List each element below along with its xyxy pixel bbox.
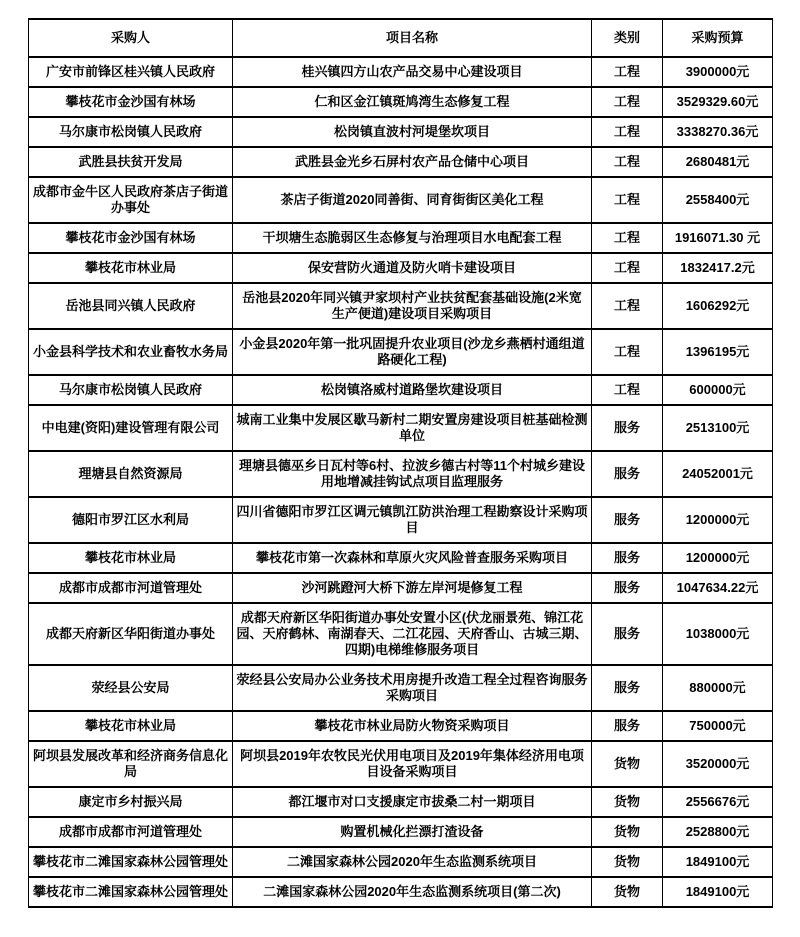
budget-cell: 1832417.2元 [663, 253, 773, 283]
header-purchaser: 采购人 [29, 19, 233, 57]
project-cell: 城南工业集中发展区歇马新村二期安置房建设项目桩基础检测单位 [233, 405, 592, 451]
table-row [29, 451, 773, 497]
table-row [29, 223, 773, 253]
table-row [29, 497, 773, 543]
category-cell: 工程 [592, 177, 663, 223]
purchaser-cell: 荥经县公安局 [29, 665, 233, 711]
budget-cell: 1849100元 [663, 847, 773, 877]
header-project: 项目名称 [233, 19, 592, 57]
project-cell: 岳池县2020年同兴镇尹家坝村产业扶贫配套基础设施(2米宽生产便道)建设项目采购项目 [233, 283, 592, 329]
project-cell: 桂兴镇四方山农产品交易中心建设项目 [233, 57, 592, 87]
budget-cell: 1038000元 [663, 603, 773, 665]
category-cell: 服务 [592, 573, 663, 603]
budget-cell: 1396195元 [663, 329, 773, 375]
project-cell: 小金县2020年第一批巩固提升农业项目(沙龙乡燕栖村通组道路硬化工程) [233, 329, 592, 375]
table-row [29, 787, 773, 817]
table-row [29, 711, 773, 741]
project-cell: 武胜县金光乡石屏村农产品仓储中心项目 [233, 147, 592, 177]
table-row [29, 665, 773, 711]
project-cell: 阿坝县2019年农牧民光伏用电项目及2019年集体经济用电项目设备采购项目 [233, 741, 592, 787]
category-cell: 服务 [592, 711, 663, 741]
project-cell: 干坝塘生态脆弱区生态修复与治理项目水电配套工程 [233, 223, 592, 253]
table-row [29, 329, 773, 375]
budget-cell: 3520000元 [663, 741, 773, 787]
category-cell: 工程 [592, 117, 663, 147]
category-cell: 服务 [592, 451, 663, 497]
table-row [29, 177, 773, 223]
purchaser-cell: 攀枝花市林业局 [29, 711, 233, 741]
budget-cell: 2558400元 [663, 177, 773, 223]
project-cell: 攀枝花市林业局防火物资采购项目 [233, 711, 592, 741]
purchaser-cell: 阿坝县发展改革和经济商务信息化局 [29, 741, 233, 787]
budget-cell: 24052001元 [663, 451, 773, 497]
purchaser-cell: 成都天府新区华阳街道办事处 [29, 603, 233, 665]
budget-cell: 3338270.36元 [663, 117, 773, 147]
purchaser-cell: 康定市乡村振兴局 [29, 787, 233, 817]
purchaser-cell: 马尔康市松岗镇人民政府 [29, 375, 233, 405]
category-cell: 工程 [592, 329, 663, 375]
purchaser-cell: 马尔康市松岗镇人民政府 [29, 117, 233, 147]
category-cell: 服务 [592, 603, 663, 665]
header-category: 类别 [592, 19, 663, 57]
project-cell: 都江堰市对口支援康定市拔桑二村一期项目 [233, 787, 592, 817]
table-header [29, 19, 773, 57]
purchaser-cell: 攀枝花市二滩国家森林公园管理处 [29, 877, 233, 907]
purchaser-cell: 攀枝花市金沙国有林场 [29, 87, 233, 117]
project-cell: 四川省德阳市罗江区调元镇凯江防洪治理工程勘察设计采购项目 [233, 497, 592, 543]
project-cell: 理塘县德巫乡日瓦村等6村、拉波乡德古村等11个村城乡建设用地增减挂钩试点项目监理服务 [233, 451, 592, 497]
table-row [29, 147, 773, 177]
category-cell: 工程 [592, 375, 663, 405]
table-body [29, 57, 773, 907]
purchaser-cell: 攀枝花市金沙国有林场 [29, 223, 233, 253]
project-cell: 茶店子街道2020同善街、同育街街区美化工程 [233, 177, 592, 223]
purchaser-cell: 理塘县自然资源局 [29, 451, 233, 497]
procurement-table [28, 18, 773, 908]
purchaser-cell: 小金县科学技术和农业畜牧水务局 [29, 329, 233, 375]
project-cell: 攀枝花市第一次森林和草原火灾风险普查服务采购项目 [233, 543, 592, 573]
project-cell: 二滩国家森林公园2020年生态监测系统项目(第二次) [233, 877, 592, 907]
table-row [29, 253, 773, 283]
category-cell: 工程 [592, 147, 663, 177]
project-cell: 松岗镇洛威村道路堡坎建设项目 [233, 375, 592, 405]
purchaser-cell: 成都市成都市河道管理处 [29, 817, 233, 847]
purchaser-cell: 成都市成都市河道管理处 [29, 573, 233, 603]
budget-cell: 2528800元 [663, 817, 773, 847]
budget-cell: 1916071.30 元 [663, 223, 773, 253]
category-cell: 工程 [592, 87, 663, 117]
budget-cell: 2680481元 [663, 147, 773, 177]
budget-cell: 2513100元 [663, 405, 773, 451]
category-cell: 货物 [592, 741, 663, 787]
project-cell: 松岗镇直波村河堤堡坎项目 [233, 117, 592, 147]
budget-cell: 3900000元 [663, 57, 773, 87]
header-row [29, 19, 773, 57]
table-row [29, 405, 773, 451]
purchaser-cell: 攀枝花市林业局 [29, 253, 233, 283]
budget-cell: 1200000元 [663, 497, 773, 543]
category-cell: 服务 [592, 497, 663, 543]
purchaser-cell: 武胜县扶贫开发局 [29, 147, 233, 177]
header-budget: 采购预算 [663, 19, 773, 57]
project-cell: 仁和区金江镇斑鸠湾生态修复工程 [233, 87, 592, 117]
purchaser-cell: 岳池县同兴镇人民政府 [29, 283, 233, 329]
budget-cell: 1849100元 [663, 877, 773, 907]
category-cell: 工程 [592, 283, 663, 329]
budget-cell: 880000元 [663, 665, 773, 711]
purchaser-cell: 成都市金牛区人民政府茶店子街道办事处 [29, 177, 233, 223]
table-row [29, 573, 773, 603]
table-row [29, 817, 773, 847]
budget-cell: 1200000元 [663, 543, 773, 573]
category-cell: 货物 [592, 847, 663, 877]
category-cell: 工程 [592, 253, 663, 283]
project-cell: 沙河跳蹬河大桥下游左岸河堤修复工程 [233, 573, 592, 603]
project-cell: 成都天府新区华阳街道办事处安置小区(伏龙丽景苑、锦江花园、天府鹤林、南湖春天、二江花园、天府香山、古城三期、四期)电梯维修服务项目 [233, 603, 592, 665]
project-cell: 荥经县公安局办公业务技术用房提升改造工程全过程咨询服务采购项目 [233, 665, 592, 711]
table-row [29, 543, 773, 573]
category-cell: 服务 [592, 543, 663, 573]
purchaser-cell: 广安市前锋区桂兴镇人民政府 [29, 57, 233, 87]
table-row [29, 741, 773, 787]
category-cell: 工程 [592, 223, 663, 253]
purchaser-cell: 中电建(资阳)建设管理有限公司 [29, 405, 233, 451]
category-cell: 工程 [592, 57, 663, 87]
table-row [29, 877, 773, 907]
table-row [29, 847, 773, 877]
category-cell: 货物 [592, 877, 663, 907]
category-cell: 服务 [592, 405, 663, 451]
budget-cell: 600000元 [663, 375, 773, 405]
purchaser-cell: 攀枝花市林业局 [29, 543, 233, 573]
table-row [29, 87, 773, 117]
category-cell: 货物 [592, 787, 663, 817]
table-row [29, 375, 773, 405]
project-cell: 购置机械化拦漂打渣设备 [233, 817, 592, 847]
project-cell: 保安营防火通道及防火哨卡建设项目 [233, 253, 592, 283]
category-cell: 货物 [592, 817, 663, 847]
category-cell: 服务 [592, 665, 663, 711]
table-row [29, 117, 773, 147]
budget-cell: 2556676元 [663, 787, 773, 817]
purchaser-cell: 攀枝花市二滩国家森林公园管理处 [29, 847, 233, 877]
budget-cell: 1606292元 [663, 283, 773, 329]
budget-cell: 1047634.22元 [663, 573, 773, 603]
project-cell: 二滩国家森林公园2020年生态监测系统项目 [233, 847, 592, 877]
purchaser-cell: 德阳市罗江区水利局 [29, 497, 233, 543]
budget-cell: 3529329.60元 [663, 87, 773, 117]
budget-cell: 750000元 [663, 711, 773, 741]
table-row [29, 603, 773, 665]
table-row [29, 57, 773, 87]
table-row [29, 283, 773, 329]
